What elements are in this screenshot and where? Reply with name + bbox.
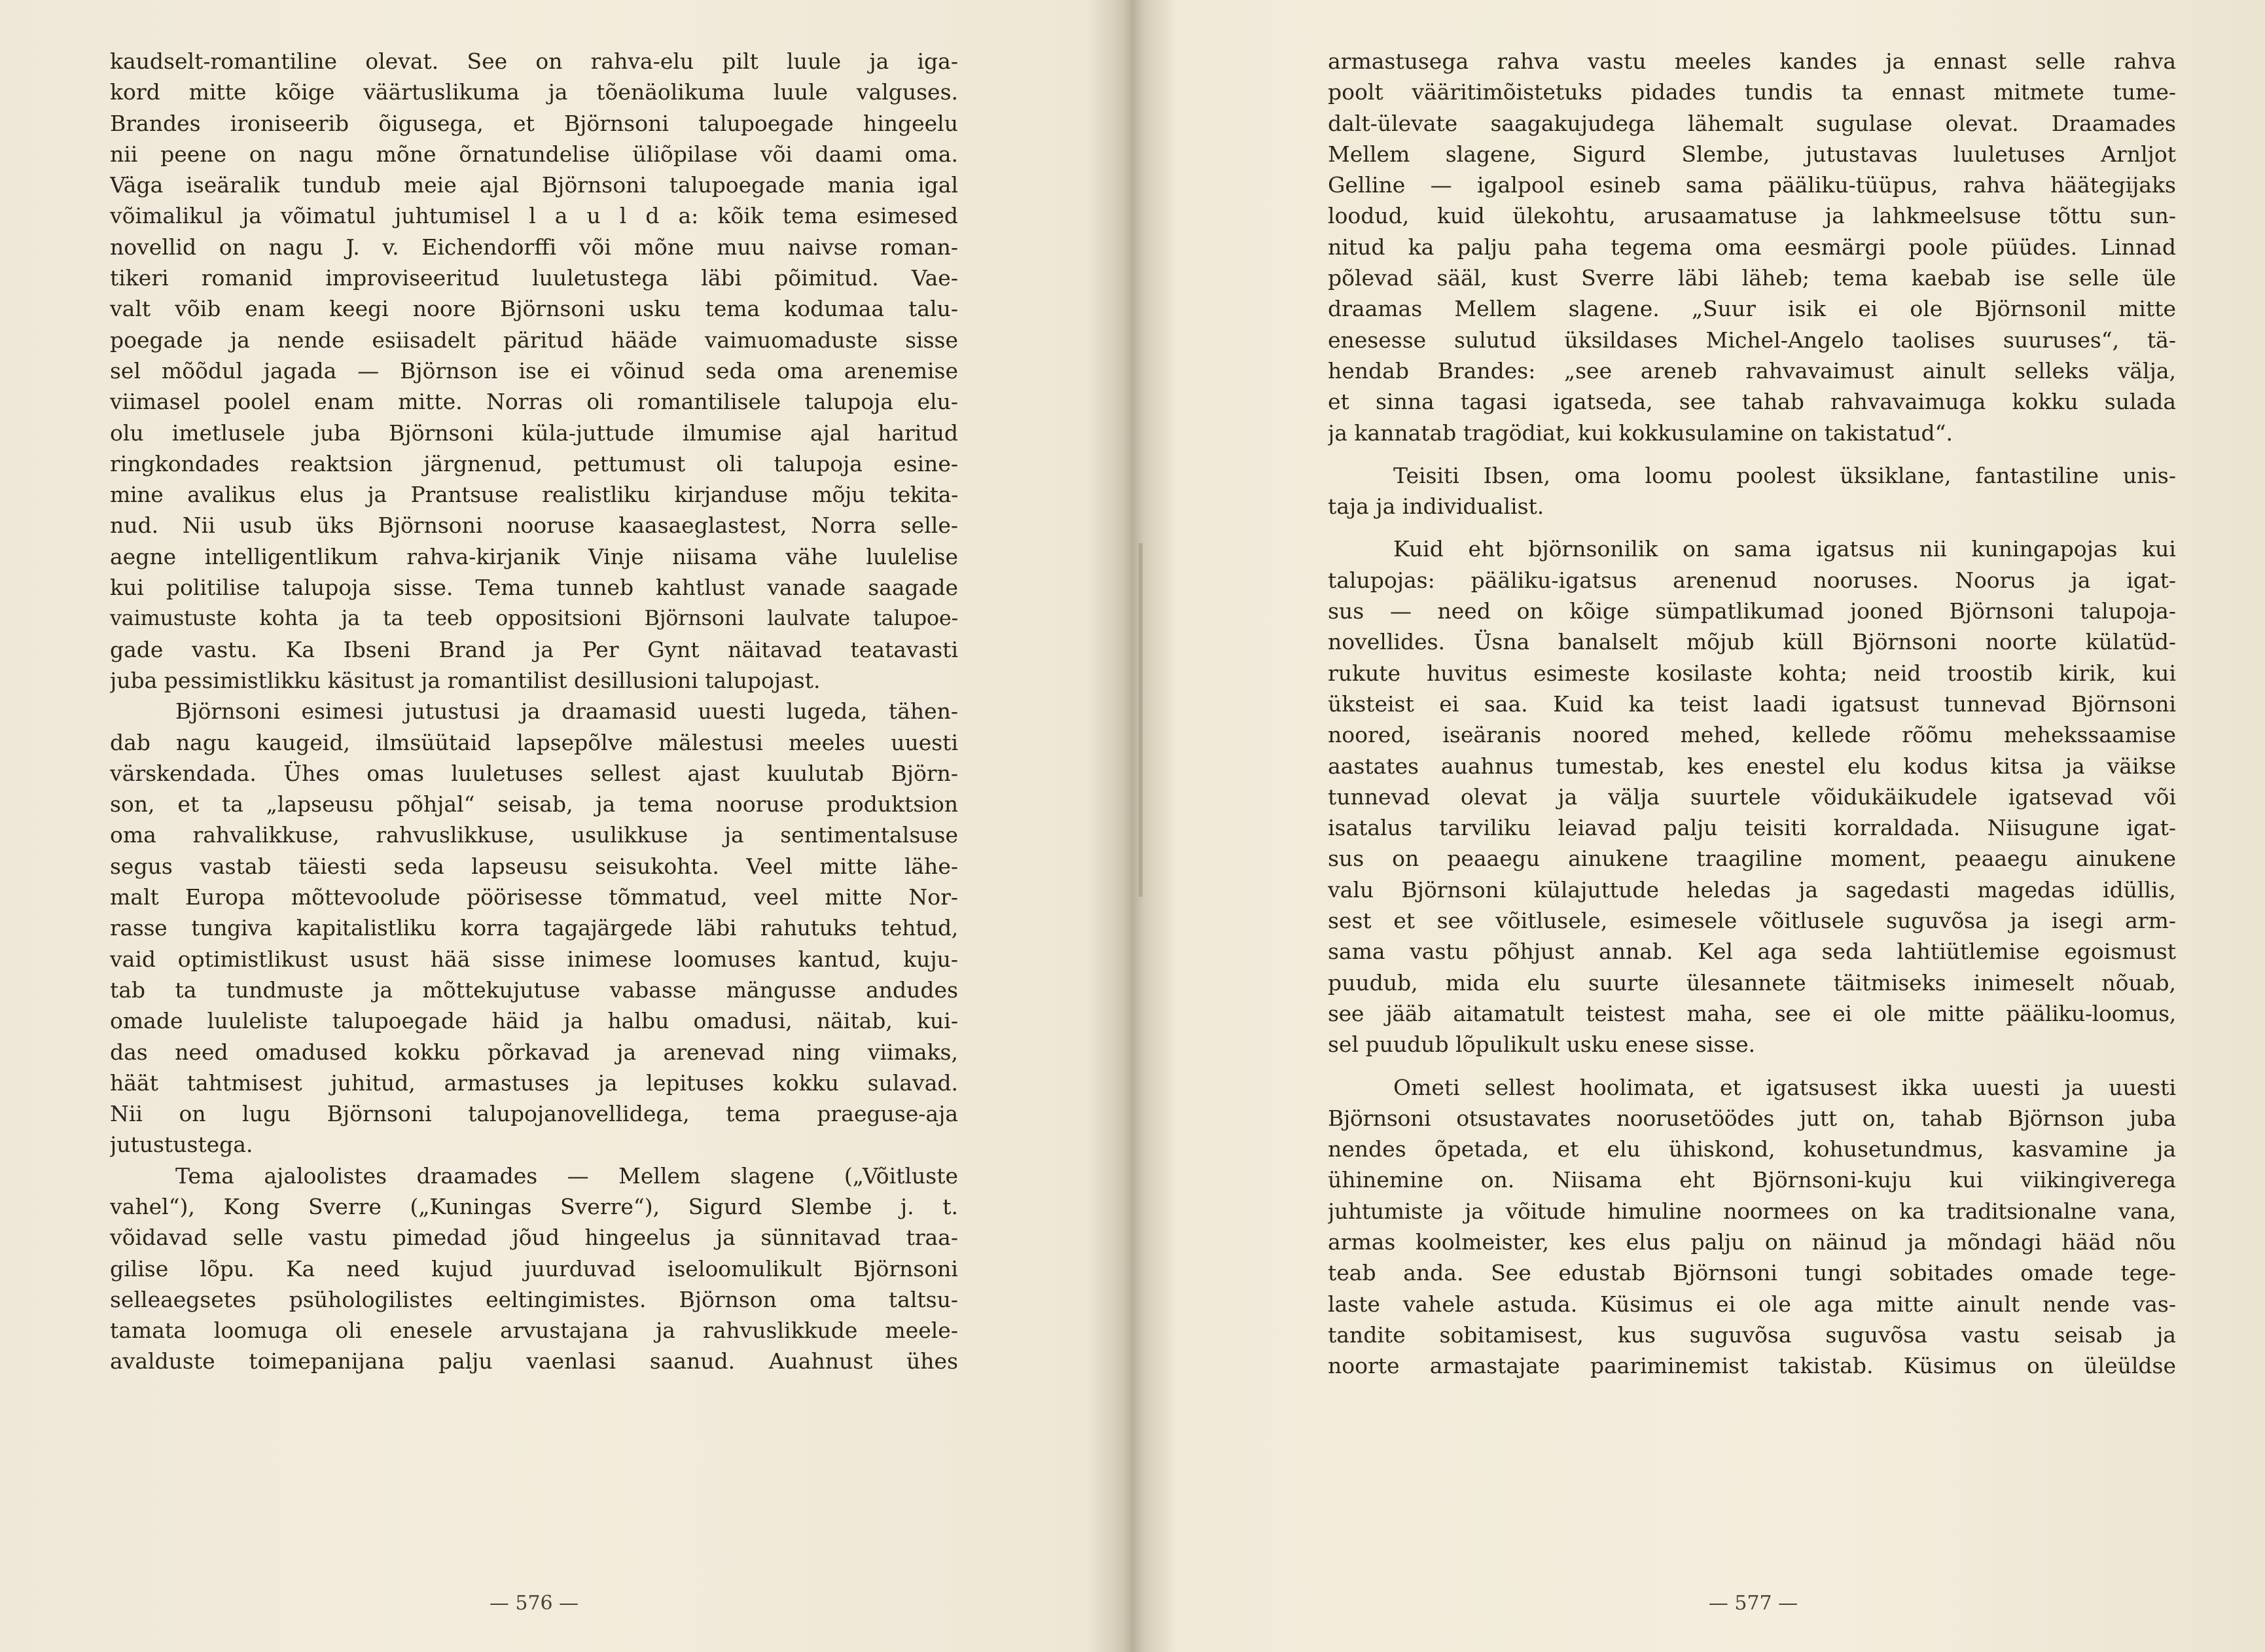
text-line: armastusega rahva vastu meeles kandes ja ennast selle rahva [1328,48,2176,74]
text-line: tandite sobitamisest, kus suguvõsa suguvõsa vastu seisab ja [1328,1321,2176,1348]
text-line: tab ta tundmuste ja mõttekujutuse vabasse mängusse andudes [110,977,958,1003]
text-line: nitud ka palju paha tegema oma eesmärgi poole püüdes. Linnad [1328,234,2176,260]
text-line: võidavad selle vastu pimedad jõud hingeelus ja sünnitavad traa- [110,1225,958,1251]
text-line: Björnsoni esimesi jutustusi ja draamasid uuesti lugeda, tähen- [175,698,958,725]
text-line: malt Europa mõttevoolude pöörisesse tõmmatud, veel mitte Nor- [110,884,958,910]
text-line: vaimustuste kohta ja ta teeb oppositsioni Björnsoni laulvate talupoe- [110,605,958,631]
text-line: poolt vääritimõistetuks pidades tundis ta ennast mitmete tume- [1328,79,2176,105]
text-line: laste vahele astuda. Küsimus ei ole aga mitte ainult nende vas- [1328,1291,2176,1317]
text-line: nii peene on nagu mõne õrnatundelise üliõpilase või daami oma. [110,141,958,167]
text-line: omade luuleliste talupoegade häid ja halbu omadusi, näitab, kui- [110,1008,958,1034]
text-line: sel mõõdul jagada — Björnson ise ei võinud seda oma arenemise [110,357,958,384]
text-line: gade vastu. Ka Ibseni Brand ja Per Gynt näitavad teatavasti [110,636,958,662]
text-line: dab nagu kaugeid, ilmsüütaid lapsepõlve mälestusi meeles uuesti [110,729,958,755]
text-line: Björnsoni otsustavates noorusetöödes jutt on, tahab Björnson juba [1328,1105,2176,1131]
text-line: kaudselt-romantiline olevat. See on rahva-elu pilt luule ja iga- [110,48,958,74]
text-line: vaid optimistlikust usust hää sisse inimese loomuses kantud, kuju- [110,946,958,972]
text-line: Ometi sellest hoolimata, et igatsusest ikka uuesti ja uuesti [1393,1074,2176,1100]
text-line: oma rahvalikkuse, rahvuslikkuse, usulikkuse ja sentimentalsuse [110,822,958,848]
text-line: ringkondades reaktsion järgnenud, pettumust oli talupoja esine- [110,450,958,476]
text-line: sel puudub lõpulikult usku enese sisse. [1328,1032,1756,1058]
text-line: mine avalikus elus ja Prantsuse realistliku kirjanduse mõju tekita- [110,482,958,508]
text-line: puudub, mida elu suurte ülesannete täitmiseks inimeselt nõuab, [1328,969,2176,996]
page-number-right: — 577 — [1708,1592,1798,1615]
text-line: enesesse sulutud üksildases Michel-Angelo taolises suuruses“, tä- [1328,327,2176,353]
text-line: valt võib enam keegi noore Björnsoni usku tema kodumaa talu- [110,296,958,322]
text-line: kord mitte kõige väärtuslikuma ja tõenäolikuma luule valguses. [110,79,958,105]
text-line: novellides. Üsna banalselt mõjub küll Björnsoni noorte külatüd- [1328,629,2176,655]
text-line: son, et ta „lapseusu põhjal“ seisab, ja tema nooruse produktsion [110,791,958,817]
text-line: sama vastu põhjust annab. Kel aga seda lahtiütlemise egoismust [1328,939,2176,965]
text-line: jutustustega. [110,1132,253,1158]
text-line: ja kannatab tragödiat, kui kokkusulamine on takistatud“. [1328,420,1953,446]
text-line: värskendada. Ühes omas luuletuses sellest ajast kuulutab Björn- [110,760,958,786]
text-line: Gelline — igalpool esineb sama pääliku-tüüpus, rahva häätegijaks [1328,172,2176,198]
right-page [1328,46,2176,1551]
text-line: poegade ja nende esiisadelt päritud hääde vaimuomaduste sisse [110,327,958,353]
text-line: draamas Mellem slagene. „Suur isik ei ole Björnsonil mitte [1328,296,2176,322]
text-line: häät tahtmisest juhitud, armastuses ja lepituses kokku sulavad. [110,1069,958,1096]
text-line: rukute huvitus esimeste kosilaste kohta; neid troostib kirik, kui [1328,660,2176,686]
text-line: sest et see võitlusele, esimesele võitlusele suguvõsa ja isegi arm- [1328,908,2176,934]
text-line: olu imetlusele juba Björnsoni küla-juttude ilmumise ajal haritud [110,420,958,446]
text-line: Mellem slagene, Sigurd Slembe, jutustavas luuletuses Arnljot [1328,141,2176,167]
text-line: loodud, kuid ülekohtu, arusaamatuse ja lahkmeelsuse tõttu sun- [1328,203,2176,229]
text-line: tikeri romanid improviseeritud luuletustega läbi põimitud. Vae- [110,265,958,291]
text-line: Nii on lugu Björnsoni talupojanovellidega, tema praeguse-aja [110,1101,958,1127]
text-line: sus — need on kõige sümpatlikumad jooned Björnsoni talupoja- [1328,598,2176,624]
text-line: aastates auahnus tumestab, kes enestel elu kodus kitsa ja väikse [1328,753,2176,779]
text-line: noored, iseäranis noored mehed, kellede rõõmu mehekssaamise [1328,722,2176,748]
text-line: novellid on nagu J. v. Eichendorffi või mõne muu naivse roman- [110,234,958,260]
text-line: tunnevad olevat ja välja suurtele võidukäikudele igatsevad või [1328,783,2176,810]
text-line: rasse tungiva kapitalistliku korra tagajärgede läbi rahutuks tehtud, [110,915,958,941]
text-line: isatalus tarviliku leiavad palju teisiti korraldada. Niisugune igat- [1328,815,2176,841]
text-line: hendab Brandes: „see areneb rahvavaimust ainult selleks välja, [1328,357,2176,384]
text-line: aegne intelligentlikum rahva-kirjanik Vinje niisama vähe luulelise [110,543,958,569]
text-line: noorte armastajate paariminemist takistab. Küsimus on üleüldse [1328,1353,2176,1379]
text-line: sus on peaaegu ainukene traagiline moment, peaaegu ainukene [1328,846,2176,872]
text-line: valu Björnsoni külajuttude heledas ja sagedasti magedas idüllis, [1328,876,2176,903]
text-line: vahel“), Kong Sverre („Kuningas Sverre“), Sigurd Slembe j. t. [110,1193,958,1219]
text-line: Brandes ironiseerib õigusega, et Björnsoni talupoegade hingeelu [110,110,958,136]
text-line: see jääb aitamatult teistest maha, see ei ole mitte pääliku-loomus, [1328,1000,2176,1026]
text-line: nud. Nii usub üks Björnsoni nooruse kaasaeglastest, Norra selle- [110,512,958,539]
text-line: taja ja individualist. [1328,494,1544,520]
gutter-shadow [1139,543,1143,897]
text-line: dalt-ülevate saagakujudega lähemalt sugulase olevat. Draamades [1328,110,2176,136]
text-line: armas koolmeister, kes elus palju on näinud ja mõndagi hääd nõu [1328,1229,2176,1255]
page-number-left: — 576 — [489,1592,579,1615]
text-line: nendes õpetada, et elu ühiskond, kohusetundmus, kasvamine ja [1328,1136,2176,1162]
text-line: võimalikul ja võimatul juhtumisel l a u l d a: kõik tema esimesed [110,203,958,229]
text-line: Kuid eht björnsonilik on sama igatsus nii kuningapojas kui [1393,536,2176,562]
left-page [110,46,958,1551]
text-line: segus vastab täiesti seda lapseusu seisukohta. Veel mitte lähe- [110,853,958,879]
text-line: gilise lõpu. Ka need kujud juurduvad iseloomulikult Björnsoni [110,1255,958,1282]
text-line: viimasel poolel enam mitte. Norras oli romantilisele talupoja elu- [110,389,958,415]
text-line: Väga iseäralik tundub meie ajal Björnsoni talupoegade mania igal [110,172,958,198]
text-line: talupojas: pääliku-igatsus arenenud nooruses. Noorus ja igat- [1328,567,2176,593]
text-line: Teisiti Ibsen, oma loomu poolest üksiklane, fantastiline unis- [1393,462,2176,488]
text-line: ühinemine on. Niisama eht Björnsoni-kuju kui viikingiverega [1328,1167,2176,1193]
text-line: kui politilise talupoja sisse. Tema tunneb kahtlust vanade saagade [110,575,958,601]
text-line: tamata loomuga oli enesele arvustajana ja rahvuslikkude meele- [110,1318,958,1344]
text-line: et sinna tagasi igatseda, see tahab rahvavaimuga kokku sulada [1328,389,2176,415]
text-line: teab anda. See edustab Björnsoni tungi sobitades omade tege- [1328,1260,2176,1286]
text-line: juba pessimistlikku käsitust ja romantilist desillusioni talupojast. [110,667,821,693]
text-line: üksteist ei saa. Kuid ka teist laadi igatsust tunnevad Björnsoni [1328,691,2176,717]
text-line: juhtumiste ja võitude himuline noormees on ka traditsionalne vana, [1328,1198,2176,1224]
text-line: selleaegsetes psühologilistes eeltingimistes. Björnson oma taltsu- [110,1286,958,1312]
text-line: avalduste toimepanijana palju vaenlasi saanud. Auahnust ühes [110,1348,958,1374]
text-line: das need omadused kokku põrkavad ja arenevad ning viimaks, [110,1039,958,1065]
text-line: põlevad sääl, kust Sverre läbi läheb; tema kaebab ise selle üle [1328,265,2176,291]
text-line: Tema ajaloolistes draamades — Mellem slagene („Võitluste [175,1162,958,1189]
